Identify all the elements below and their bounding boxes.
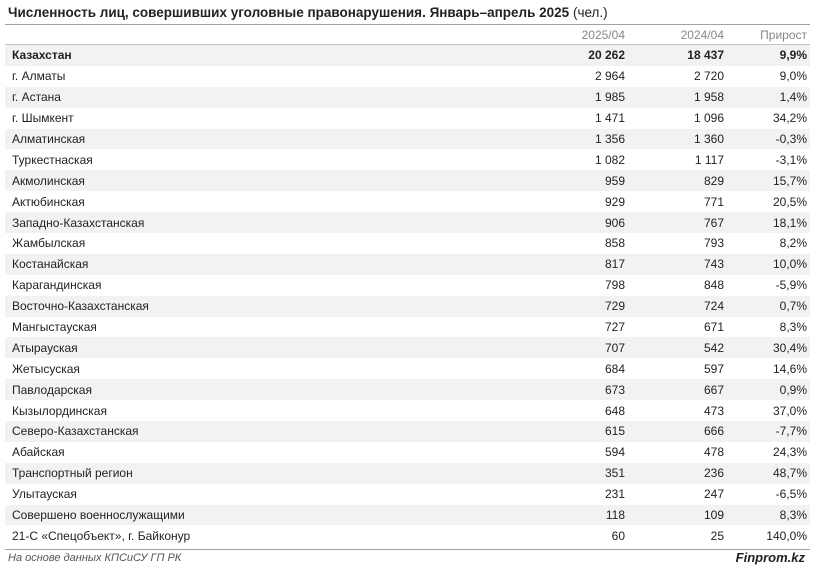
table-row <box>5 149 810 170</box>
cell-2024: 667 <box>628 379 727 400</box>
table-row <box>5 317 810 338</box>
cell-2024: 25 <box>710 528 724 543</box>
cell-region: Атырауская <box>5 337 505 358</box>
cell-2025: 727 <box>604 320 625 335</box>
cell-2024: 236 <box>628 463 727 484</box>
table-header-row <box>5 25 810 45</box>
cell-2024: 473 <box>703 403 724 418</box>
table-row <box>5 358 810 379</box>
cell-region: г. Шымкент <box>12 111 74 126</box>
cell-growth: 18,1% <box>727 212 810 233</box>
data-table <box>5 25 810 546</box>
table-row <box>5 191 810 212</box>
cell-2024: 18 437 <box>628 45 727 66</box>
cell-region: Карагандинская <box>12 278 102 293</box>
cell-region: Жамбылская <box>12 236 86 251</box>
cell-region: Актюбинская <box>12 194 85 209</box>
cell-2024: 743 <box>628 254 727 275</box>
cell-growth: 1,4% <box>727 87 810 108</box>
column-header-region <box>5 25 505 45</box>
table-row <box>5 421 810 442</box>
cell-region: г. Алматы <box>12 69 66 84</box>
footer-divider <box>5 549 810 550</box>
table-row <box>5 129 810 150</box>
cell-2025: 1 471 <box>594 111 625 126</box>
cell-2024: 771 <box>703 194 724 209</box>
table-row <box>5 463 810 484</box>
cell-2025: 594 <box>604 445 625 460</box>
cell-region: Совершено военнослужащими <box>5 505 505 526</box>
column-header-growth: Прирост <box>727 25 810 45</box>
table-row <box>5 296 810 317</box>
cell-region: Мангыстауская <box>12 320 97 335</box>
cell-region: Улытауская <box>12 487 77 502</box>
cell-2025: 798 <box>604 278 625 293</box>
cell-region: Кызылординская <box>12 403 107 418</box>
cell-2024: 724 <box>628 296 727 317</box>
cell-2024: 2 720 <box>693 69 724 84</box>
table-row <box>5 442 810 463</box>
table-row <box>5 254 810 275</box>
cell-2025: 858 <box>604 236 625 251</box>
cell-region: Абайская <box>12 445 65 460</box>
cell-2025: 729 <box>505 296 628 317</box>
cell-2024: 597 <box>703 361 724 376</box>
cell-region: Восточно-Казахстанская <box>5 296 505 317</box>
cell-growth: 37,0% <box>772 403 807 418</box>
cell-2025: 1 356 <box>505 129 628 150</box>
cell-growth: 30,4% <box>727 337 810 358</box>
table-row-total <box>5 45 810 66</box>
table-row <box>5 505 810 526</box>
table-row <box>5 275 810 296</box>
cell-2024: 109 <box>628 505 727 526</box>
cell-2025: 817 <box>505 254 628 275</box>
table-row <box>5 379 810 400</box>
cell-growth: 24,3% <box>772 445 807 460</box>
cell-2024: 247 <box>703 487 724 502</box>
table-row <box>5 170 810 191</box>
cell-2025: 929 <box>604 194 625 209</box>
cell-region: Казахстан <box>5 45 505 66</box>
cell-2024: 666 <box>628 421 727 442</box>
chart-title <box>8 5 608 20</box>
column-header-2025: 2025/04 <box>505 25 628 45</box>
cell-2024: 478 <box>703 445 724 460</box>
cell-region: Акмолинская <box>5 170 505 191</box>
cell-growth: 9,0% <box>779 69 807 84</box>
cell-2024: 1 360 <box>628 129 727 150</box>
cell-2024: 1 958 <box>628 87 727 108</box>
cell-growth: -7,7% <box>727 421 810 442</box>
cell-2024: 767 <box>628 212 727 233</box>
cell-region: Костанайская <box>5 254 505 275</box>
table-row <box>5 484 810 505</box>
cell-growth: 9,9% <box>727 45 810 66</box>
cell-2025: 673 <box>505 379 628 400</box>
cell-2025: 1 985 <box>505 87 628 108</box>
cell-region: г. Астана <box>5 87 505 108</box>
table-row <box>5 108 810 129</box>
cell-2024: 1 117 <box>694 152 724 167</box>
cell-region: 21-С «Спецобъект», г. Байконур <box>12 528 191 543</box>
cell-2024: 793 <box>703 236 724 251</box>
table-row <box>5 66 810 87</box>
cell-2025: 231 <box>604 487 625 502</box>
cell-2025: 351 <box>505 463 628 484</box>
cell-2024: 542 <box>628 337 727 358</box>
chart-title-text: Численность лиц, совершивших уголовные правонарушения. Январь–апрель 2025 <box>8 5 570 20</box>
cell-2024: 848 <box>703 278 724 293</box>
cell-region: Алматинская <box>5 129 505 150</box>
cell-2025: 959 <box>505 170 628 191</box>
cell-region: Туркестнаская <box>12 152 93 167</box>
cell-region: Западно-Казахстанская <box>5 212 505 233</box>
cell-region: Жетысуская <box>12 361 80 376</box>
cell-2024: 1 096 <box>693 111 724 126</box>
cell-growth: -6,5% <box>775 487 807 502</box>
cell-2024: 671 <box>703 320 724 335</box>
cell-2025: 648 <box>604 403 625 418</box>
cell-2025: 20 262 <box>505 45 628 66</box>
table-row <box>5 87 810 108</box>
cell-growth: 0,7% <box>727 296 810 317</box>
cell-region: Северо-Казахстанская <box>5 421 505 442</box>
cell-region: Транспортный регион <box>5 463 505 484</box>
chart-unit: (чел.) <box>572 5 608 20</box>
cell-growth: 48,7% <box>727 463 810 484</box>
source-note: На основе данных КПСиСУ ГП РК <box>8 552 182 564</box>
cell-2025: 118 <box>505 505 628 526</box>
cell-2025: 60 <box>611 528 625 543</box>
table-row <box>5 525 810 546</box>
cell-growth: 10,0% <box>727 254 810 275</box>
cell-2025: 615 <box>505 421 628 442</box>
table-row <box>5 212 810 233</box>
cell-2024: 829 <box>628 170 727 191</box>
cell-growth: 0,9% <box>727 379 810 400</box>
cell-growth: 8,3% <box>779 320 807 335</box>
table-body <box>5 45 810 547</box>
cell-2025: 1 082 <box>594 152 625 167</box>
cell-growth: 8,3% <box>727 505 810 526</box>
cell-growth: 14,6% <box>772 361 807 376</box>
cell-growth: 20,5% <box>772 194 807 209</box>
table-row <box>5 337 810 358</box>
cell-2025: 707 <box>505 337 628 358</box>
brand-logo-text: Finprom.kz <box>735 550 805 565</box>
cell-growth: 34,2% <box>772 111 807 126</box>
cell-growth: 15,7% <box>727 170 810 191</box>
table-row <box>5 400 810 421</box>
cell-region: Павлодарская <box>5 379 505 400</box>
cell-growth: 140,0% <box>766 528 807 543</box>
cell-2025: 2 964 <box>594 69 625 84</box>
column-header-2024: 2024/04 <box>628 25 727 45</box>
cell-growth: -3,1% <box>775 152 807 167</box>
cell-2025: 906 <box>505 212 628 233</box>
cell-growth: -0,3% <box>727 129 810 150</box>
cell-2025: 684 <box>604 361 625 376</box>
cell-growth: -5,9% <box>775 278 807 293</box>
table-row <box>5 233 810 254</box>
cell-growth: 8,2% <box>779 236 807 251</box>
